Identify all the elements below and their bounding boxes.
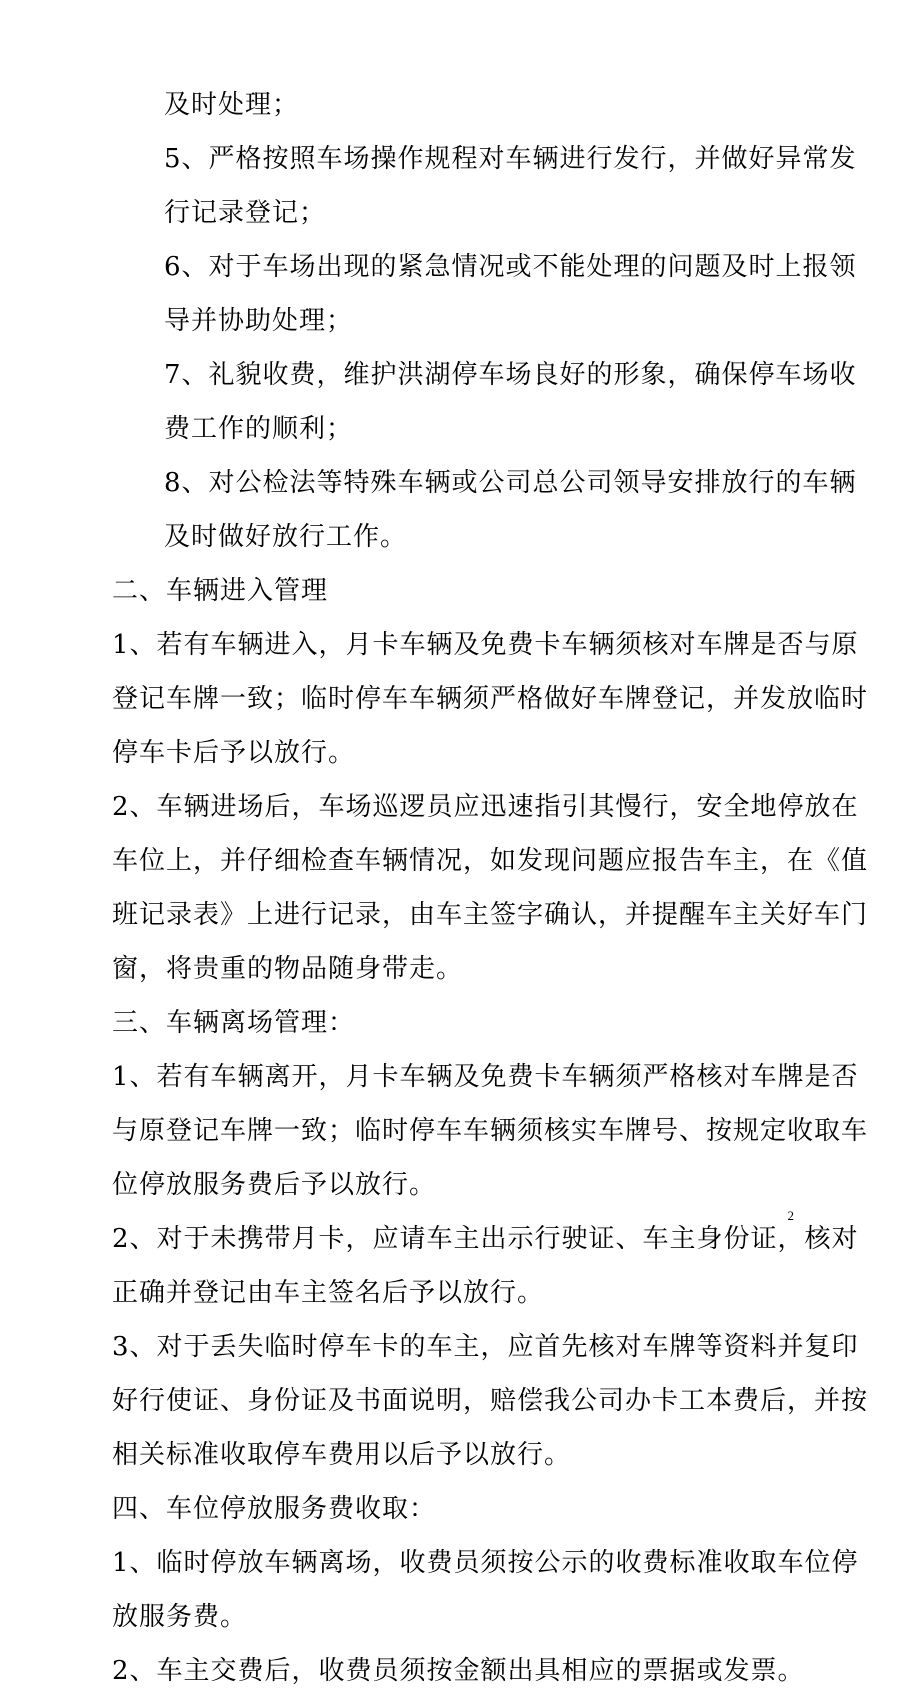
page-number: 2 bbox=[787, 1208, 794, 1223]
text-line: 费工作的顺利； bbox=[164, 414, 354, 444]
section-heading: 三、车辆离场管理： bbox=[112, 1008, 356, 1038]
text-line: 与原登记车牌一致；临时停车车辆须核实车牌号、按规定收取车 bbox=[112, 1116, 869, 1146]
text-line: 1、若有车辆离开，月卡车辆及免费卡车辆须严格核对车牌是否 bbox=[112, 1062, 859, 1092]
text-line: 班记录表》上进行记录，由车主签字确认，并提醒车主关好车门 bbox=[112, 900, 869, 930]
text-line: 及时处理； bbox=[164, 90, 300, 120]
text-line: 5、严格按照车场操作规程对车辆进行发行，并做好异常发 bbox=[164, 144, 857, 174]
document-body bbox=[112, 78, 869, 1698]
text-line: 放服务费。 bbox=[112, 1602, 248, 1632]
section-heading: 二、车辆进入管理 bbox=[112, 576, 329, 606]
text-line: 相关标准收取停车费用以后予以放行。 bbox=[112, 1440, 572, 1470]
text-line: 6、对于车场出现的紧急情况或不能处理的问题及时上报领 bbox=[164, 252, 857, 282]
text-line: 7、礼貌收费，维护洪湖停车场良好的形象，确保停车场收 bbox=[164, 360, 857, 390]
text-line: 3、对于丢失临时停车卡的车主，应首先核对车牌等资料并复印 bbox=[112, 1332, 859, 1362]
text-line: 正确并登记由车主签名后予以放行。 bbox=[112, 1278, 545, 1308]
text-line: 2、车主交费后，收费员须按金额出具相应的票据或发票。 bbox=[112, 1656, 805, 1686]
text-line: 导并协助处理； bbox=[164, 306, 354, 336]
text-line: 停车卡后予以放行。 bbox=[112, 738, 356, 768]
text-line: 1、若有车辆进入，月卡车辆及免费卡车辆须核对车牌是否与原 bbox=[112, 630, 859, 660]
text-line: 1、临时停放车辆离场，收费员须按公示的收费标准收取车位停 bbox=[112, 1548, 859, 1578]
text-line: 行记录登记； bbox=[164, 198, 327, 228]
text-line: 8、对公检法等特殊车辆或公司总公司领导安排放行的车辆 bbox=[164, 468, 857, 498]
text-line: 好行使证、身份证及书面说明，赔偿我公司办卡工本费后，并按 bbox=[112, 1386, 869, 1416]
text-line: 位停放服务费后予以放行。 bbox=[112, 1170, 437, 1200]
section-heading: 四、车位停放服务费收取： bbox=[112, 1494, 437, 1524]
text-line: 及时做好放行工作。 bbox=[164, 522, 408, 552]
text-line: 2、车辆进场后，车场巡逻员应迅速指引其慢行，安全地停放在 bbox=[112, 792, 859, 822]
text-line: 登记车牌一致；临时停车车辆须严格做好车牌登记，并发放临时 bbox=[112, 684, 869, 714]
text-line: 窗，将贵重的物品随身带走。 bbox=[112, 954, 464, 984]
text-line: 2、对于未携带月卡，应请车主出示行驶证、车主身份证，核对 bbox=[112, 1224, 859, 1254]
text-line: 车位上，并仔细检查车辆情况，如发现问题应报告车主，在《值 bbox=[112, 846, 869, 876]
